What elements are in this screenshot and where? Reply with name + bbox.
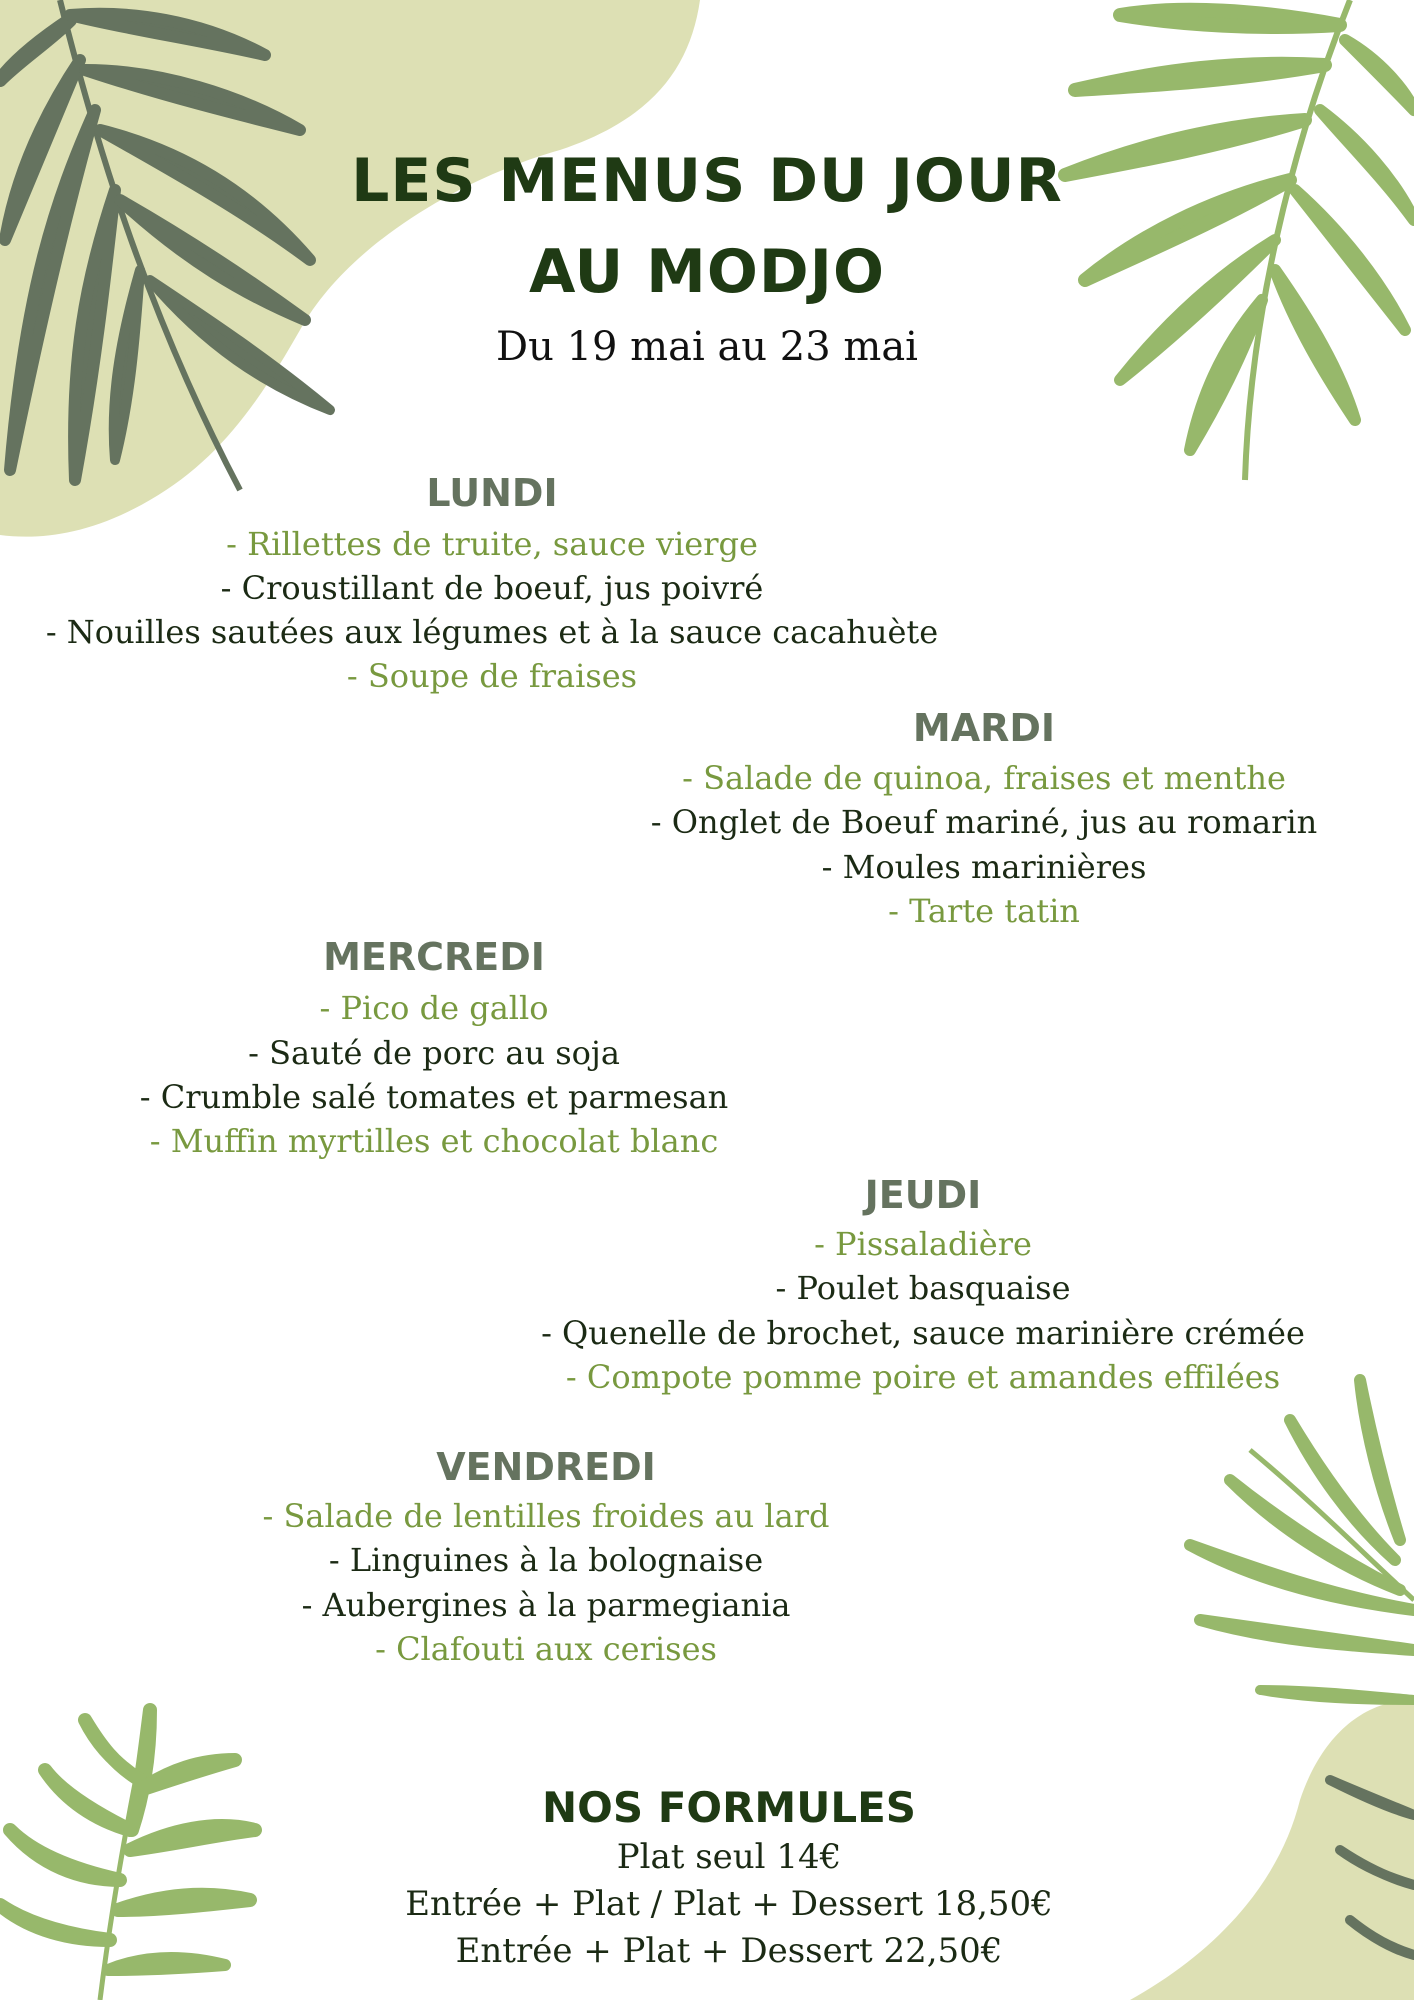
day-heading: LUNDI [426, 471, 558, 515]
dish-entree: - Rillettes de truite, sauce vierge [226, 525, 758, 563]
date-range: Du 19 mai au 23 mai [496, 324, 918, 370]
dish-dessert: - Clafouti aux cerises [375, 1630, 717, 1668]
day-heading: MERCREDI [323, 935, 545, 979]
dish-dessert: - Tarte tatin [888, 892, 1080, 930]
dish-plat: - Nouilles sautées aux légumes et à la sauce cacahuète [45, 613, 939, 651]
dish-plat: - Quenelle de brochet, sauce marinière crémée [541, 1314, 1305, 1352]
leaf-bottom-left-icon [0, 1710, 255, 2000]
blob-bottom-right [1130, 1700, 1414, 2000]
page-title-line-2: AU MODJO [528, 237, 886, 307]
dish-dessert: - Muffin myrtilles et chocolat blanc [149, 1122, 719, 1160]
formules-title: NOS FORMULES [541, 1783, 917, 1832]
dish-entree: - Salade de quinoa, fraises et menthe [682, 759, 1286, 797]
day-heading: JEUDI [864, 1173, 982, 1217]
page-title-line-1: LES MENUS DU JOUR [351, 146, 1063, 216]
dish-plat: - Moules marinières [821, 848, 1147, 886]
leaf-bottom-right-icon [1190, 1380, 1414, 1700]
dish-plat: - Crumble salé tomates et parmesan [139, 1078, 729, 1116]
day-heading: VENDREDI [436, 1445, 656, 1489]
dish-entree: - Salade de lentilles froides au lard [262, 1497, 830, 1535]
dish-plat: - Linguines à la bolognaise [328, 1541, 764, 1579]
dish-plat: - Croustillant de boeuf, jus poivré [220, 569, 764, 607]
formule-line: Plat seul 14€ [616, 1837, 842, 1877]
dish-plat: - Aubergines à la parmegiania [301, 1586, 791, 1624]
formule-line: Entrée + Plat + Dessert 22,50€ [455, 1931, 1003, 1971]
dish-dessert: - Compote pomme poire et amandes effilées [565, 1358, 1281, 1396]
dish-entree: - Pico de gallo [319, 989, 549, 1027]
day-heading: MARDI [912, 706, 1056, 750]
dish-entree: - Pissaladière [814, 1225, 1032, 1263]
dish-dessert: - Soupe de fraises [346, 657, 638, 695]
formule-line: Entrée + Plat / Plat + Dessert 18,50€ [405, 1884, 1053, 1924]
dish-plat: - Sauté de porc au soja [248, 1034, 620, 1072]
dish-plat: - Poulet basquaise [775, 1269, 1071, 1307]
dish-plat: - Onglet de Boeuf mariné, jus au romarin [650, 803, 1318, 841]
